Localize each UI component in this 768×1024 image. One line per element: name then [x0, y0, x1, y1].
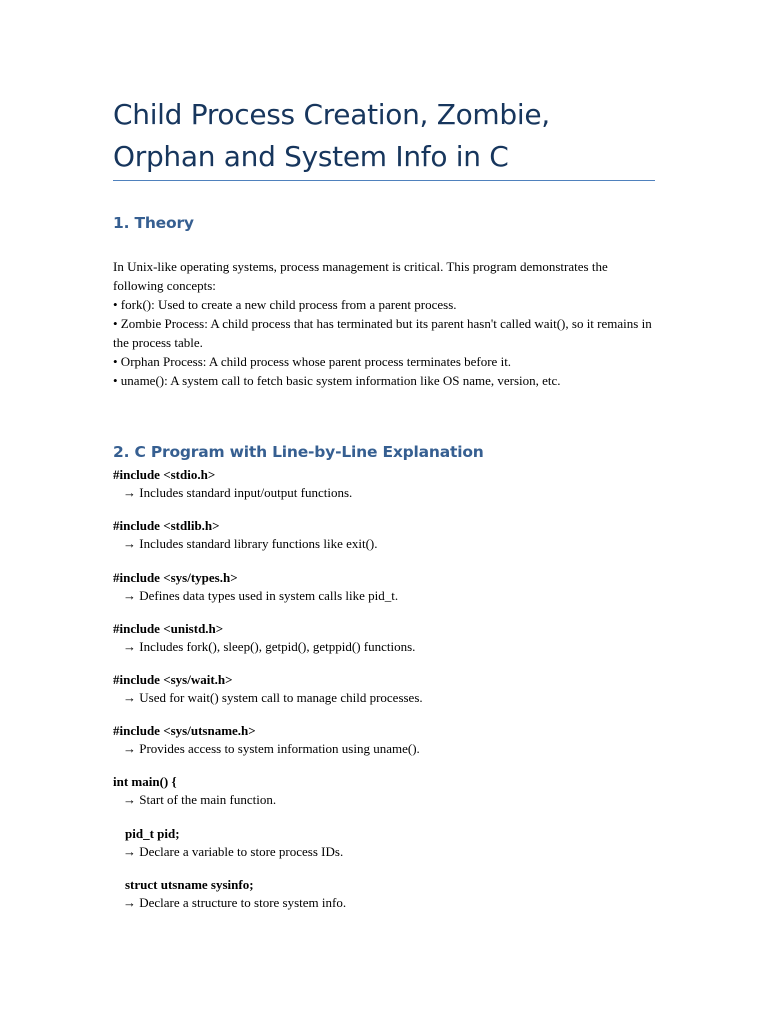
- code-line: #include <unistd.h>: [113, 621, 224, 636]
- section-heading-theory: 1. Theory: [113, 214, 194, 232]
- code-item-pid: [113, 825, 343, 861]
- code-line: #include <sys/types.h>: [113, 570, 238, 585]
- code-line: struct utsname sysinfo;: [125, 877, 254, 892]
- code-explanation: → Includes standard input/output functions.: [123, 485, 353, 500]
- code-line: pid_t pid;: [125, 826, 180, 841]
- theory-bullet-zombie: • Zombie Process: A child process that has terminated but its parent hasn't called wait(), so it remains in the process table.: [113, 316, 652, 350]
- code-explanation: → Provides access to system information using uname().: [123, 741, 420, 756]
- section-heading-program: 2. C Program with Line-by-Line Explanation: [113, 443, 484, 461]
- code-explanation: → Used for wait() system call to manage child processes.: [123, 690, 423, 705]
- code-item-stdlib: [113, 517, 378, 553]
- code-line: #include <sys/utsname.h>: [113, 723, 256, 738]
- code-explanation: → Includes standard library functions like exit().: [123, 536, 378, 551]
- code-item-utsname: [113, 722, 420, 758]
- code-line: #include <sys/wait.h>: [113, 672, 233, 687]
- code-item-types: [113, 569, 398, 605]
- code-explanation: → Declare a variable to store process IDs.: [123, 844, 344, 859]
- code-explanation: → Declare a structure to store system info.: [123, 895, 347, 910]
- code-explanation: → Defines data types used in system calls like pid_t.: [123, 588, 399, 603]
- code-explanation: → Start of the main function.: [123, 792, 277, 807]
- document-title: Child Process Creation, Zombie, Orphan and System Info in C: [113, 98, 550, 173]
- theory-bullet-fork: • fork(): Used to create a new child process from a parent process.: [113, 297, 457, 312]
- theory-line: In Unix-like operating systems, process management is critical. This program demonstrates the following concepts:: [113, 259, 608, 293]
- title-underline: [113, 180, 655, 181]
- theory-paragraph: [113, 257, 658, 390]
- theory-bullet-orphan: • Orphan Process: A child process whose parent process terminates before it.: [113, 354, 512, 369]
- code-item-stdio: [113, 466, 352, 502]
- code-item-wait: [113, 671, 423, 707]
- code-item-sysinfo: [113, 876, 346, 912]
- code-line: int main() {: [113, 774, 177, 789]
- code-line: #include <stdlib.h>: [113, 518, 220, 533]
- code-item-main: [113, 773, 276, 809]
- code-item-unistd: [113, 620, 415, 656]
- code-explanation: → Includes fork(), sleep(), getpid(), getppid() functions.: [123, 639, 416, 654]
- theory-bullet-uname: • uname(): A system call to fetch basic system information like OS name, version, etc.: [113, 373, 561, 388]
- code-line: #include <stdio.h>: [113, 467, 216, 482]
